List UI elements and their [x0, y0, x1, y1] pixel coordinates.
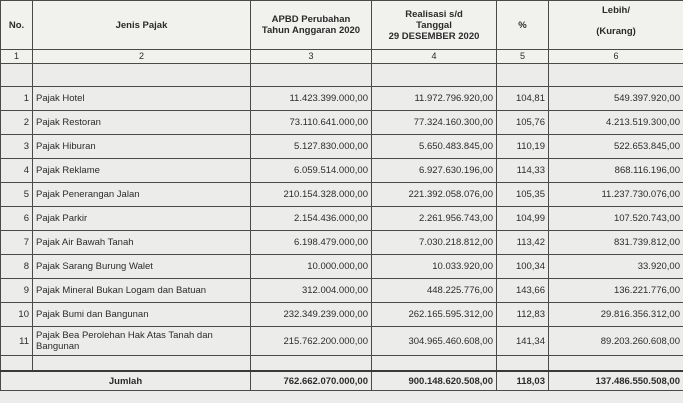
percent-value: 104,99 [497, 207, 549, 231]
lebih-kurang-value: 29.816.356.312,00 [549, 303, 683, 327]
apbd-value: 210.154.328.000,00 [251, 183, 372, 207]
total-realisasi: 900.148.620.508,00 [372, 371, 497, 391]
total-label: Jumlah [1, 371, 251, 391]
apbd-value: 73.110.641.000,00 [251, 111, 372, 135]
lebih-kurang-value: 4.213.519.300,00 [549, 111, 683, 135]
tax-type-name: Pajak Bea Perolehan Hak Atas Tanah dan Bangunan [33, 327, 251, 356]
tax-type-name: Pajak Penerangan Jalan [33, 183, 251, 207]
lebih-kurang-value: 831.739.812,00 [549, 231, 683, 255]
apbd-value: 312.004.000,00 [251, 279, 372, 303]
empty-cell [372, 64, 497, 87]
row-number: 5 [1, 183, 33, 207]
lebih-kurang-value: 522.653.845,00 [549, 135, 683, 159]
percent-value: 112,83 [497, 303, 549, 327]
percent-value: 104,81 [497, 87, 549, 111]
percent-value: 105,35 [497, 183, 549, 207]
empty-spacer-row [1, 64, 683, 87]
table-row [1, 231, 683, 255]
header-apbd-line1: APBD Perubahan [271, 14, 351, 25]
realisasi-value: 6.927.630.196,00 [372, 159, 497, 183]
header-realisasi-line2: Tanggal [416, 19, 452, 31]
lebih-kurang-value: 11.237.730.076,00 [549, 183, 683, 207]
table-row [1, 327, 683, 356]
header-jenis-pajak: Jenis Pajak [33, 1, 251, 50]
realisasi-value: 262.165.595.312,00 [372, 303, 497, 327]
column-number: 1 [1, 50, 33, 64]
empty-cell [549, 356, 683, 372]
total-apbd: 762.662.070.000,00 [251, 371, 372, 391]
header-no: No. [1, 1, 33, 50]
row-number: 9 [1, 279, 33, 303]
row-number: 7 [1, 231, 33, 255]
row-number: 8 [1, 255, 33, 279]
total-row [1, 371, 683, 391]
percent-value: 114,33 [497, 159, 549, 183]
realisasi-value: 7.030.218.812,00 [372, 231, 497, 255]
total-lebih-kurang: 137.486.550.508,00 [549, 371, 683, 391]
empty-cell [33, 356, 251, 372]
table-row [1, 279, 683, 303]
header-row [1, 1, 683, 50]
empty-cell [549, 64, 683, 87]
tax-type-name: Pajak Hotel [33, 87, 251, 111]
row-number: 6 [1, 207, 33, 231]
realisasi-value: 221.392.058.076,00 [372, 183, 497, 207]
empty-cell [251, 356, 372, 372]
realisasi-value: 2.261.956.743,00 [372, 207, 497, 231]
header-lebih-kurang [549, 1, 683, 50]
tax-type-name: Pajak Reklame [33, 159, 251, 183]
tax-type-name: Pajak Sarang Burung Walet [33, 255, 251, 279]
empty-spacer-row [1, 356, 683, 372]
column-number: 5 [497, 50, 549, 64]
lebih-kurang-value: 868.116.196,00 [549, 159, 683, 183]
table-row [1, 111, 683, 135]
apbd-value: 11.423.399.000,00 [251, 87, 372, 111]
row-number: 10 [1, 303, 33, 327]
tax-type-name: Pajak Air Bawah Tanah [33, 231, 251, 255]
lebih-kurang-value: 89.203.260.608,00 [549, 327, 683, 356]
column-number: 4 [372, 50, 497, 64]
row-number: 11 [1, 327, 33, 356]
table-row [1, 183, 683, 207]
apbd-value: 2.154.436.000,00 [251, 207, 372, 231]
column-number: 3 [251, 50, 372, 64]
tax-type-name: Pajak Parkir [33, 207, 251, 231]
header-lebih-line1: Lebih/ [602, 5, 630, 16]
realisasi-value: 11.972.796.920,00 [372, 87, 497, 111]
header-apbd-line2: Tahun Anggaran 2020 [261, 25, 361, 36]
lebih-kurang-value: 549.397.920,00 [549, 87, 683, 111]
table-row [1, 255, 683, 279]
column-number: 2 [33, 50, 251, 64]
header-persen: % [497, 1, 549, 50]
realisasi-value: 448.225.776,00 [372, 279, 497, 303]
tax-type-name: Pajak Bumi dan Bangunan [33, 303, 251, 327]
row-number: 1 [1, 87, 33, 111]
apbd-value: 232.349.239.000,00 [251, 303, 372, 327]
table-row [1, 87, 683, 111]
table-row [1, 159, 683, 183]
percent-value: 113,42 [497, 231, 549, 255]
table-row [1, 303, 683, 327]
column-number: 6 [549, 50, 683, 64]
tax-type-name: Pajak Restoran [33, 111, 251, 135]
tax-type-name: Pajak Hiburan [33, 135, 251, 159]
header-realisasi-line3: 29 DESEMBER 2020 [388, 30, 480, 42]
percent-value: 110,19 [497, 135, 549, 159]
row-number: 4 [1, 159, 33, 183]
tax-type-name: Pajak Mineral Bukan Logam dan Batuan [33, 279, 251, 303]
empty-cell [33, 64, 251, 87]
table-row [1, 207, 683, 231]
lebih-kurang-value: 136.221.776,00 [549, 279, 683, 303]
row-number: 3 [1, 135, 33, 159]
header-realisasi [372, 1, 497, 50]
percent-value: 105,76 [497, 111, 549, 135]
apbd-value: 10.000.000,00 [251, 255, 372, 279]
apbd-value: 6.198.479.000,00 [251, 231, 372, 255]
lebih-kurang-value: 107.520.743,00 [549, 207, 683, 231]
header-apbd [251, 1, 372, 50]
empty-cell [372, 356, 497, 372]
percent-value: 141,34 [497, 327, 549, 356]
realisasi-value: 304.965.460.608,00 [372, 327, 497, 356]
table-row [1, 135, 683, 159]
total-percent: 118,03 [497, 371, 549, 391]
realisasi-value: 77.324.160.300,00 [372, 111, 497, 135]
empty-cell [1, 356, 33, 372]
empty-cell [497, 64, 549, 87]
header-realisasi-line1: Realisasi s/d [405, 8, 463, 20]
apbd-value: 215.762.200.000,00 [251, 327, 372, 356]
empty-cell [251, 64, 372, 87]
realisasi-value: 5.650.483.845,00 [372, 135, 497, 159]
empty-cell [497, 356, 549, 372]
percent-value: 143,66 [497, 279, 549, 303]
lebih-kurang-value: 33.920,00 [549, 255, 683, 279]
column-number-row [1, 50, 683, 64]
row-number: 2 [1, 111, 33, 135]
header-lebih-line2: (Kurang) [596, 26, 636, 37]
apbd-value: 6.059.514.000,00 [251, 159, 372, 183]
empty-cell [1, 64, 33, 87]
percent-value: 100,34 [497, 255, 549, 279]
realisasi-value: 10.033.920,00 [372, 255, 497, 279]
apbd-value: 5.127.830.000,00 [251, 135, 372, 159]
